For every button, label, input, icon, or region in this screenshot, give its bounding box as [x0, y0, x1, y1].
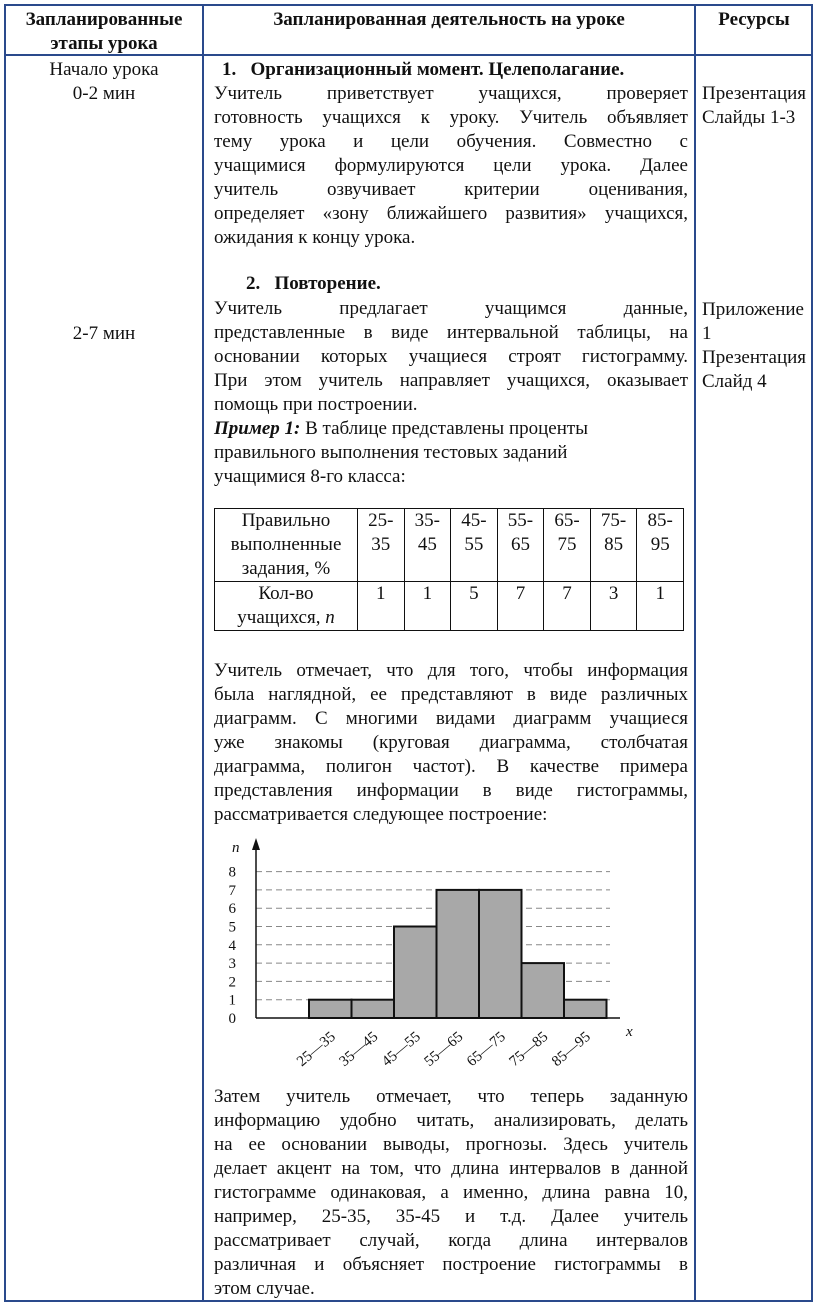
section1-line: Учитель приветствует учащихся, проверяет [214, 83, 688, 104]
x-axis-label: x [626, 1024, 633, 1040]
paragraph2-line: Учитель отмечает, что для того, чтобы информация [214, 660, 688, 681]
histogram-bar [309, 1000, 352, 1018]
section2-line: представленные в виде интервальной таблицы, на [214, 322, 688, 343]
interval-cell: 25- 35 [358, 509, 405, 582]
y-tick-label: 4 [228, 937, 236, 954]
interval-cell: 85- 95 [637, 509, 684, 582]
count-cell: 5 [451, 582, 498, 631]
histogram-bar [437, 890, 480, 1018]
y-tick-label: 8 [228, 864, 236, 881]
y-axis-arrow [252, 838, 260, 850]
histogram-bar [394, 927, 437, 1019]
header-activity: Запланированная деятельность на уроке [273, 9, 625, 30]
resource-1: Презентация Слайды 1-3 [702, 83, 807, 128]
count-cell: 3 [590, 582, 637, 631]
y-tick-label: 5 [228, 919, 236, 936]
count-cell: 7 [544, 582, 591, 631]
stage-start-time: 0-2 мин [72, 83, 136, 104]
y-tick-label: 0 [228, 1011, 236, 1027]
x-tick-label: 55—65 [421, 1028, 467, 1070]
section2-number: 2. [246, 273, 261, 294]
paragraph2-line: была наглядной, ее представляют в виде различных [214, 684, 688, 705]
paragraph3 [214, 1085, 688, 1301]
x-tick-label: 85—95 [549, 1028, 594, 1070]
paragraph3-line: информацию удобно читать, анализировать, делать [214, 1110, 688, 1131]
section1-heading [222, 58, 624, 82]
header-resources: Ресурсы [718, 9, 790, 30]
interval-cell: 35- 45 [404, 509, 451, 582]
section1-text [214, 82, 688, 250]
count-cell: 1 [637, 582, 684, 631]
section2-title: Повторение. [274, 273, 381, 294]
paragraph2-line: представления информации в виде гистограммы, [214, 780, 688, 801]
count-cell: 1 [358, 582, 405, 631]
stage-start-title: Начало урока [49, 59, 159, 80]
paragraph3-line: рассматривает случай, когда длина интервалов [214, 1230, 688, 1251]
section1-line: ожидания к концу урока. [214, 227, 416, 248]
x-tick-label: 75—85 [506, 1028, 552, 1070]
example-label: Пример 1: [214, 418, 301, 439]
lesson-plan-page [4, 4, 813, 1302]
row1-label: Правильно выполненные задания, % [215, 509, 358, 582]
table-row [215, 582, 684, 631]
interval-cell: 75- 85 [590, 509, 637, 582]
y-tick-label: 1 [228, 992, 236, 1009]
x-tick-label: 65—75 [464, 1028, 509, 1070]
row2-label: Кол-во учащихся, n [215, 582, 358, 631]
paragraph3-line: например, 25-35, 35-45 и т.д. Далее учитель [214, 1206, 688, 1227]
section2-line: При этом учитель направляет учащихся, оказывает [214, 370, 688, 391]
example-line-3: учащимися 8-го класса: [214, 466, 406, 487]
y-tick-label: 7 [228, 882, 236, 899]
section2-heading [246, 272, 381, 296]
interval-cell: 55- 65 [497, 509, 544, 582]
stage-repeat-time: 2-7 мин [72, 323, 136, 344]
section1-line: учащимися формулируются цели урока. Далее [214, 155, 688, 176]
histogram-bar [479, 890, 522, 1018]
y-tick-label: 3 [228, 956, 236, 973]
histogram-bar [522, 963, 565, 1018]
section1-line: тему урока и цели обучения. Совместно с [214, 131, 688, 152]
section2-text [214, 297, 688, 489]
table-row [215, 509, 684, 582]
section1-number: 1. [222, 59, 237, 80]
example-line-2: правильного выполнения тестовых заданий [214, 442, 568, 463]
paragraph3-line: Затем учитель отмечает, что теперь заданную [214, 1086, 688, 1107]
example-line-1 [214, 417, 688, 441]
x-tick-label: 35—45 [336, 1028, 382, 1070]
column-divider-1 [202, 6, 204, 1300]
section1-line: учитель озвучивает критерии оценивания, [214, 179, 688, 200]
section2-line: Учитель предлагает учащимся данные, [214, 298, 688, 319]
y-tick-label: 6 [228, 901, 236, 918]
paragraph3-line: делает акцент на том, что длина интервалов в данной [214, 1158, 688, 1179]
data-table [214, 508, 684, 631]
section1-line: определяет «зону ближайшего развития» учащихся, [214, 203, 688, 224]
paragraph2-line: рассматривается следующее построение: [214, 804, 548, 825]
paragraph3-line: на ее основании выводы, прогнозы. Здесь учитель [214, 1134, 688, 1155]
y-tick-label: 2 [228, 974, 236, 991]
example-text-1: В таблице представлены проценты [300, 418, 588, 439]
x-tick-label: 25—35 [294, 1028, 339, 1070]
count-cell: 7 [497, 582, 544, 631]
histogram-chart [218, 832, 648, 1084]
resource-2: Приложение 1 Презентация Слайд 4 [702, 299, 807, 392]
section1-line: готовность учащихся к уроку. Учитель объявляет [214, 107, 688, 128]
histogram-bar [564, 1000, 607, 1018]
header-stages: Запланированные этапы урока [25, 9, 183, 54]
count-cell: 1 [404, 582, 451, 631]
paragraph2-line: уже знакомы (круговая диаграмма, столбчатая [214, 732, 688, 753]
section1-title: Организационный момент. Целеполагание. [250, 59, 625, 80]
section2-line: основании которых учащиеся строят гистограмму. [214, 346, 688, 367]
paragraph3-line: гистограмме одинаковая, а именно, длина равна 10, [214, 1182, 688, 1203]
y-axis-label: n [232, 840, 240, 856]
column-divider-2 [694, 6, 696, 1300]
paragraph2-line: диаграмм. С многими видами диаграмм учащиеся [214, 708, 688, 729]
paragraph3-line: этом случае. [214, 1278, 315, 1299]
x-tick-label: 45—55 [379, 1028, 424, 1070]
histogram-bar [352, 1000, 395, 1018]
interval-cell: 45- 55 [451, 509, 498, 582]
interval-cell: 65- 75 [544, 509, 591, 582]
stage-start [6, 58, 202, 106]
paragraph2-line: диаграмма, полигон частот). В качестве примера [214, 756, 688, 777]
paragraph2 [214, 659, 688, 827]
section2-line: помощь при построении. [214, 394, 418, 415]
paragraph3-line: различная и объясняет построение гистограммы в [214, 1254, 688, 1275]
